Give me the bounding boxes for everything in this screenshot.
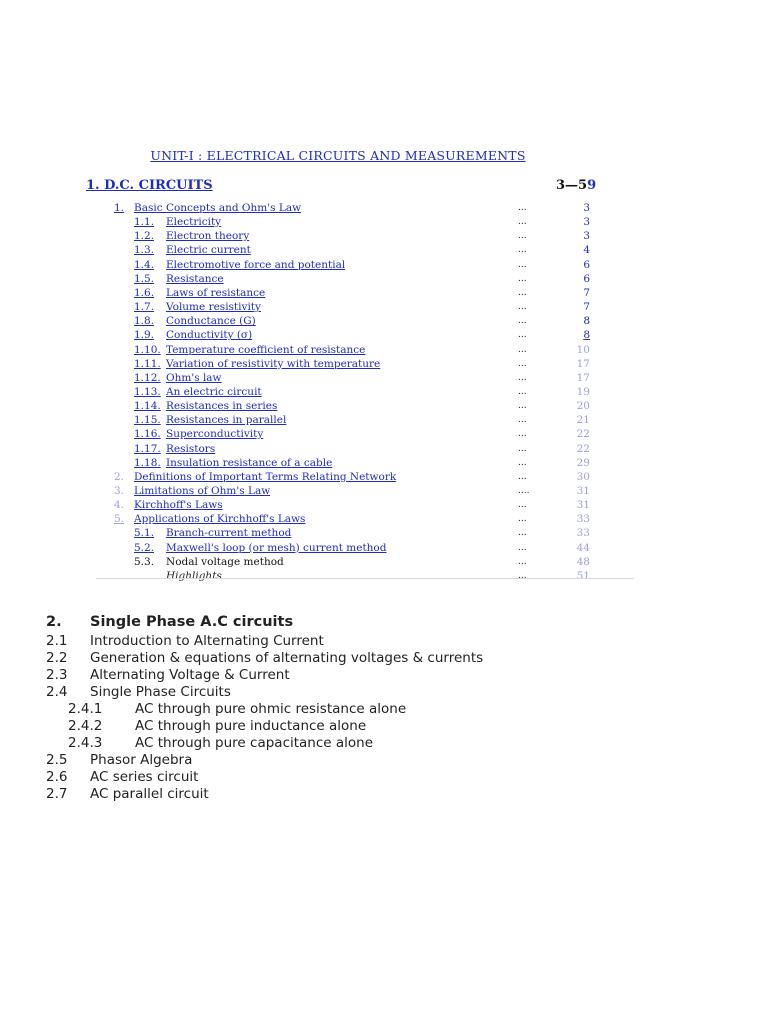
toc-leader-dots: ... [518,429,527,440]
toc-entry-title[interactable]: Electricity [166,216,222,229]
toc-entry-title[interactable]: Laws of resistance [166,286,266,299]
toc-page-number[interactable]: 17 [576,357,590,370]
toc-leader-dots: ... [518,358,527,369]
toc-entry[interactable] [0,512,768,526]
toc-leader-dots: ... [518,245,527,256]
toc-leader-dots: ... [518,316,527,327]
toc-entry-title[interactable]: Insulation resistance of a cable [166,456,333,469]
toc-entry[interactable] [0,258,768,272]
toc-entry[interactable] [0,456,768,470]
toc-entry[interactable] [0,272,768,286]
toc-page-number[interactable]: 22 [576,442,590,455]
section-item-number: 2.4.2 [68,718,103,734]
toc-entry-number: 5.3. [134,555,155,568]
toc-entry-title[interactable]: Definitions of Important Terms Relating Network [134,470,397,483]
toc-page-number[interactable]: 8 [583,315,590,328]
toc-page-number[interactable]: 6 [583,272,590,285]
section-item-number: 2.6 [46,769,68,785]
section-item-title: Generation & equations of alternating voltages & currents [90,650,484,666]
toc-entry[interactable] [0,541,768,555]
toc-entry-title[interactable]: Resistances in series [166,400,278,413]
toc-page-number[interactable]: 7 [583,286,590,299]
toc-entry-title[interactable]: Resistance [166,272,224,285]
toc-entry-number: 1.7. [134,301,155,314]
toc-entry-number: 2. [114,470,125,483]
section-item-title: Alternating Voltage & Current [90,667,290,683]
toc-entry-number: 1.12. [134,371,161,384]
toc-entry-title[interactable]: Electron theory [166,230,250,243]
toc-leader-dots: ... [518,273,527,284]
toc-entry-title[interactable]: Electromotive force and potential [166,258,346,271]
section-item-title: AC parallel circuit [90,786,209,802]
section-item-number: 2.4.1 [68,701,103,717]
toc-entry[interactable] [0,498,768,512]
toc-leader-dots: ... [518,514,527,525]
section-2-title: Single Phase A.C circuits [90,614,294,630]
unit-title: UNIT-I : ELECTRICAL CIRCUITS AND MEASUREMENTS [150,148,526,163]
toc-page-number[interactable]: 17 [576,371,590,384]
toc-entry-title[interactable]: Basic Concepts and Ohm's Law [134,202,302,214]
toc-entry-number: 1.10. [134,343,161,356]
toc-entry-number: 1.18. [134,456,161,469]
toc-entry[interactable] [0,371,768,385]
section-item-title: AC through pure ohmic resistance alone [135,701,407,717]
toc-entry-number: 1. [114,202,125,214]
toc-entry-title[interactable]: Highlights [166,569,222,582]
toc-entry-title[interactable]: Variation of resistivity with temperature [166,357,381,370]
toc-entry-title[interactable]: Maxwell's loop (or mesh) current method [166,541,387,554]
toc-entry-number: 5.1. [134,527,155,540]
toc-leader-dots: ... [518,528,527,539]
toc-entry[interactable] [0,470,768,484]
toc-entry[interactable] [0,399,768,413]
toc-entry[interactable] [0,328,768,342]
toc-leader-dots: .... [518,486,530,496]
chapter-title[interactable]: 1. D.C. CIRCUITS [86,178,213,193]
section-2-number: 2. [46,614,62,630]
toc-leader-dots: ... [518,457,527,468]
toc-entry-number: 3. [114,485,125,497]
toc-leader-dots: ... [518,231,527,242]
toc-entry-number: 1.14. [134,400,161,413]
toc-entry-number: 1.9. [134,329,155,342]
section-item-title: Phasor Algebra [90,752,193,768]
section-item-title: Introduction to Alternating Current [90,633,324,649]
toc-entry-title[interactable]: Ohm's law [166,371,222,384]
toc-entry[interactable] [0,427,768,441]
toc-entry-title[interactable]: Volume resistivity [166,301,261,314]
toc-page-number[interactable]: 21 [576,414,590,427]
section-item-number: 2.4 [46,684,68,700]
toc-leader-dots: ... [518,471,527,482]
toc-page-number[interactable]: 4 [583,244,590,257]
toc-entry-number: 1.11. [134,357,161,370]
toc-leader-dots: ... [518,259,527,270]
toc-entry-title[interactable]: Branch-current method [166,527,292,540]
toc-entry[interactable] [0,357,768,371]
toc-entry-title[interactable]: Conductivity (σ) [166,329,253,342]
section-item-number: 2.7 [46,786,68,802]
toc-page-number[interactable]: 22 [576,428,590,441]
toc-entry-title[interactable]: Temperature coefficient of resistance [166,343,366,356]
toc-entry[interactable] [0,442,768,456]
toc-entry-title[interactable]: Limitations of Ohm's Law [134,485,271,497]
toc-entry-number: 1.5. [134,272,155,285]
toc-entry-number: 1.13. [134,385,161,398]
toc-entry-number: 1.8. [134,315,155,328]
toc-entry[interactable] [0,385,768,399]
toc-page-number[interactable]: 19 [576,385,590,398]
section-item-number: 2.5 [46,752,68,768]
toc-leader-dots: ... [518,217,527,228]
toc-leader-dots: ... [518,556,527,567]
toc-leader-dots: ... [518,401,527,412]
toc-page-number[interactable]: 44 [576,541,590,554]
toc-entry[interactable] [0,229,768,243]
toc-entry-number: 4. [114,499,125,512]
toc-entry-number: 1.3. [134,244,155,257]
toc-entry-number: 1.17. [134,442,161,455]
toc-page-number[interactable]: 48 [576,555,590,568]
toc-leader-dots: ... [518,372,527,383]
toc-page-number[interactable]: 33 [576,513,590,526]
toc-entry[interactable] [0,243,768,257]
toc-entry-title[interactable]: Resistances in parallel [166,414,287,427]
toc-entry[interactable] [0,526,768,540]
toc-page-number[interactable]: 8 [583,329,590,342]
toc-page-number[interactable]: 10 [576,343,590,356]
toc-entry-title[interactable]: Resistors [166,442,216,455]
section-item-number: 2.2 [46,650,68,666]
toc-entry-number: 1.1. [134,216,155,229]
toc-entry-title[interactable]: Superconductivity [166,428,264,441]
toc-page-number[interactable]: 20 [576,400,590,413]
toc-page-number[interactable]: 30 [576,470,590,483]
toc-entry[interactable] [0,555,768,569]
section-item-title: Single Phase Circuits [90,684,231,700]
toc-page-number[interactable]: 7 [583,301,590,314]
toc-leader-dots: ... [518,570,527,581]
toc-leader-dots: ... [518,542,527,553]
scan-bottom-edge [96,578,634,579]
toc-entry-title[interactable]: Electric current [166,244,251,257]
toc-leader-dots: ... [518,203,527,213]
toc-leader-dots: ... [518,302,527,313]
toc-entry[interactable] [0,215,768,229]
toc-entry-title[interactable]: Conductance (G) [166,315,256,328]
toc-page-number[interactable]: 29 [576,456,590,469]
chapter-page-range: 3—59 [556,178,597,193]
toc-entry-title[interactable]: An electric circuit [166,385,262,398]
toc-entry-number: 1.16. [134,428,161,441]
toc-entry-title[interactable]: Kirchhoff's Laws [134,499,223,512]
toc-page-number[interactable]: 33 [576,527,590,540]
toc-entry-title[interactable]: Applications of Kirchhoff's Laws [134,513,306,526]
toc-leader-dots: ... [518,415,527,426]
toc-page-number[interactable]: 6 [583,258,590,271]
section-item-number: 2.4.3 [68,735,103,751]
toc-entry[interactable] [0,300,768,314]
toc-page-number[interactable]: 3 [583,216,590,229]
toc-entry[interactable] [0,314,768,328]
section-item-number: 2.3 [46,667,68,683]
toc-leader-dots: ... [518,500,527,511]
toc-leader-dots: ... [518,386,527,397]
toc-page-number[interactable]: 31 [576,499,590,512]
toc-entry-number: 5.2. [134,541,155,554]
toc-entry[interactable] [0,413,768,427]
section-item-title: AC through pure inductance alone [135,718,367,734]
toc-entry[interactable] [0,569,768,583]
toc-page-number[interactable]: 3 [583,230,590,243]
toc-entry[interactable] [0,286,768,300]
toc-page-number[interactable]: 51 [576,569,590,582]
toc-entry[interactable] [0,343,768,357]
section-item-title: AC through pure capacitance alone [135,735,374,751]
toc-entry-number: 1.6. [134,286,155,299]
toc-entry-number: 1.2. [134,230,155,243]
toc-leader-dots: ... [518,330,527,341]
toc-entry[interactable] [0,484,768,498]
toc-leader-dots: ... [518,287,527,298]
section-item-title: AC series circuit [90,769,199,785]
toc-entry-number: 5. [114,513,125,526]
section-item-number: 2.1 [46,633,68,649]
toc-leader-dots: ... [518,443,527,454]
toc-entry-number: 1.15. [134,414,161,427]
toc-page-number[interactable]: 31 [576,485,590,497]
toc-leader-dots: ... [518,344,527,355]
toc-page-number[interactable]: 3 [583,202,590,214]
toc-entry-title[interactable]: Nodal voltage method [166,555,284,568]
toc-entry-number: 1.4. [134,258,155,271]
toc-entry[interactable] [0,201,768,215]
